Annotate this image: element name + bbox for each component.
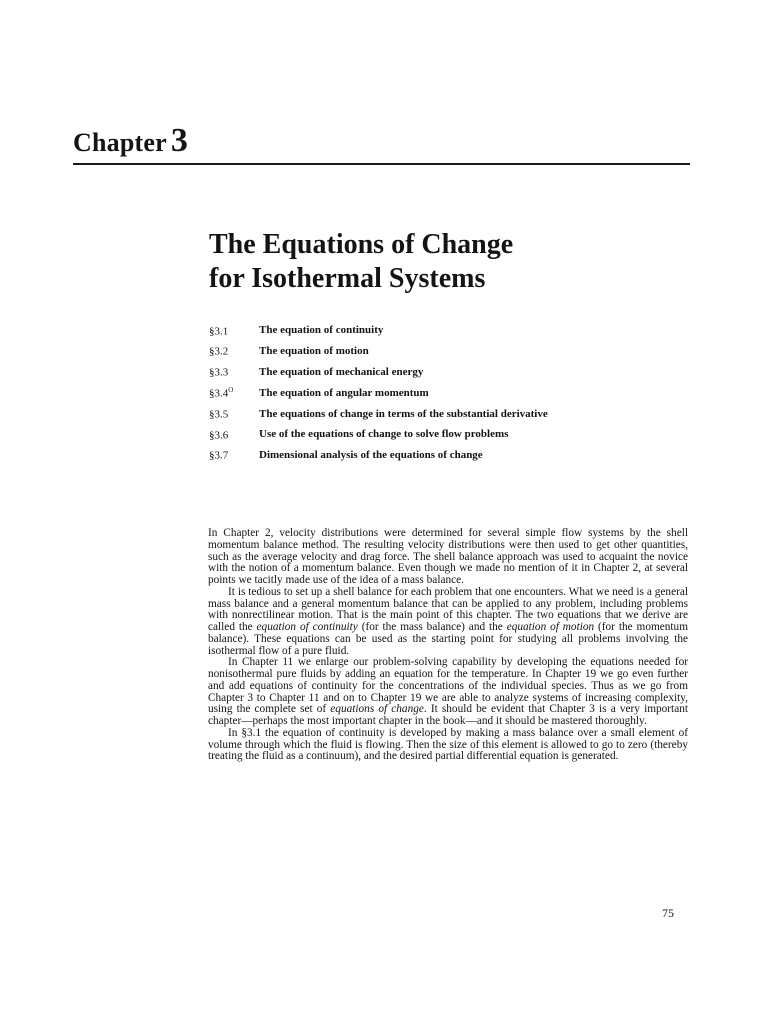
term-equation-of-continuity: equation of continuity [256, 621, 358, 633]
chapter-title-line-1: The Equations of Change [209, 229, 514, 260]
section-title: The equations of change in terms of the substantial derivative [259, 407, 548, 420]
section-title: The equation of angular momentum [259, 386, 429, 399]
paragraph-2: It is tedious to set up a shell balance for each problem that one encounters. What we need is a general mass balance and a general momentum balance that can be applied to any problem, including problems with nonrectilinear motion. That is the main point of this chapter. The two equations that we derive are called the equation of continuity (for the mass balance) and the equation of motion (for the momentum balance). These equations can be used as the starting point for studying all problems involving the isothermal flow of a pure fluid. [208, 585, 688, 657]
section-list [209, 320, 669, 466]
section-item [209, 403, 669, 424]
section-number: $\S 3.4^O$ [209, 385, 234, 400]
page-number: 75 [662, 906, 674, 920]
section-number: §3.6 [209, 429, 229, 442]
section-number: §3.7 [209, 450, 229, 462]
section-title: The equation of mechanical energy [259, 365, 424, 378]
chapter-title [209, 228, 669, 296]
paragraph-3: In Chapter 11 we enlarge our problem-solving capability by developing the equations needed for nonisothermal pure fluids by adding an equation for the temperature. In Chapter 19 we go even further and add equations of continuity for the concentrations of the individual species. Thus as we go from Chapter 3 to Chapter 11 and on to Chapter 19 we are able to analyze systems of increasing complexity, using the complete set of equations of change. It should be evident that Chapter 3 is a very important chapter—perhaps the most important chapter in the book—and it should be mastered thoroughly. [208, 656, 688, 727]
chapter-title-line-2: for Isothermal Systems [209, 263, 486, 294]
chapter-label [73, 122, 188, 160]
chapter-divider [73, 163, 690, 165]
section-item [209, 424, 669, 445]
section-item [209, 445, 669, 466]
section-number: §3.5 [209, 408, 229, 421]
section-number: §3.2 [209, 346, 229, 359]
section-number: §3.3 [209, 366, 229, 379]
section-title: Dimensional analysis of the equations of change [259, 449, 483, 462]
term-equation-of-motion: equation of motion [506, 621, 595, 633]
section-title: The equation of continuity [259, 324, 384, 337]
paragraph-1: In Chapter 2, velocity distributions were determined for several simple flow systems by the shell momentum balance method. The resulting velocity distributions were then used to get other quantities, such as the average velocity and drag force. The shell balance approach was used to acquaint the novice with the notion of a momentum balance. Even though we made no mention of it in Chapter 2, at several points we tacitly made use of the idea of a mass balance. [208, 527, 688, 586]
section-title: The equation of motion [259, 345, 369, 358]
section-item [209, 382, 669, 403]
section-title: Use of the equations of change to solve flow problems [259, 428, 509, 441]
chapter-word: Chapter [73, 128, 167, 157]
section-item [209, 320, 669, 341]
term-equations-of-change: equations of change [330, 703, 424, 716]
paragraph-4: In §3.1 the equation of continuity is developed by making a mass balance over a small element of volume through which the fluid is flowing. Then the size of this element is allowed to go to zero (thereby treating the fluid as a continuum), and the desired partial differential equation is generated. [208, 726, 688, 763]
body-text [208, 528, 688, 763]
chapter-number: 3 [170, 122, 189, 159]
section-item [209, 341, 669, 362]
section-item [209, 362, 669, 383]
section-number: §3.1 [209, 325, 229, 338]
